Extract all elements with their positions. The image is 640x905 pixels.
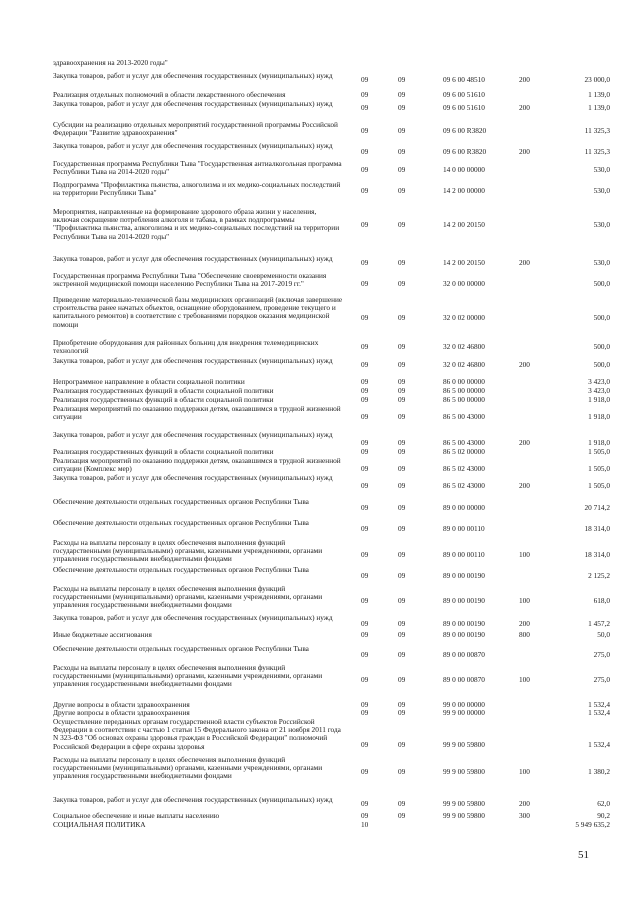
target-article-code: 99 0 00 00000 [443,700,485,709]
section-code: 09 [361,630,369,639]
target-article-code: 89 0 00 00190 [443,596,485,605]
row-name: Мероприятия, направленные на формирование здорового образа жизни у населения, включая сокращение потребления алкоголя и табака, в рамках подпрограммы "Профилактика пьянства, алкоголизма и их медико-социальных последствий на территории Республики Тыва на 2014-2020 годы" [53,207,340,241]
subsection-code: 09 [398,447,406,456]
subsection-code: 09 [398,377,406,386]
row-name: Другие вопросы в области здравоохранения [53,708,190,717]
expense-type-code: 100 [519,675,530,684]
subsection-code: 09 [398,386,406,395]
amount: 1 532,4 [588,740,610,749]
target-article-code: 32 0 00 00000 [443,279,485,288]
expense-type-code: 100 [519,550,530,559]
expense-type-code: 100 [519,596,530,605]
target-article-code: 89 0 00 00190 [443,630,485,639]
amount: 1 918,0 [588,438,610,447]
row-name: Закупка товаров, работ и услуг для обеспечения государственных (муниципальных) нужд [53,356,333,365]
target-article-code: 89 0 00 00190 [443,619,485,628]
row-name: Обеспечение деятельности отдельных государственных органов Республики Тыва [53,497,309,506]
row-name: Реализация мероприятий по оказанию поддержки детям, оказавшимся в трудной жизненной ситуации (Комплекс мер) [53,456,341,474]
subsection-code: 09 [398,767,406,776]
row-name: Государственная программа Республики Тыва "Обеспечение своевременности оказания экстренной медицинской помощи населению Республики Тыва на 2017-2019 гг." [53,271,327,289]
amount: 275,0 [593,650,610,659]
row-name: здравоохранения на 2013-2020 годы" [53,58,168,67]
target-article-code: 32 0 02 00000 [443,313,485,322]
row-name: Расходы на выплаты персоналу в целях обеспечения выполнения функций государственными (муниципальными) органами, казенными учреждениями, органами управления государственными внебюджетными фондами [53,538,323,564]
subsection-code: 09 [398,147,406,156]
target-article-code: 86 5 00 43000 [443,438,485,447]
subsection-code: 09 [398,464,406,473]
amount: 1 380,2 [588,767,610,776]
amount: 11 325,3 [584,126,610,135]
section-code: 09 [361,767,369,776]
subsection-code: 09 [398,799,406,808]
section-code: 09 [361,619,369,628]
amount: 1 532,4 [588,700,610,709]
amount: 11 325,3 [584,147,610,156]
amount: 20 714,2 [584,503,610,512]
section-code: 09 [361,412,369,421]
target-article-code: 99 9 00 59800 [443,799,485,808]
section-code: 09 [361,438,369,447]
expense-type-code: 200 [519,147,530,156]
expense-type-code: 200 [519,360,530,369]
section-code: 09 [361,126,369,135]
row-name: Государственная программа Республики Тыва "Государственная антиалкогольная программа Республики Тыва на 2014-2020 годы" [53,159,342,177]
row-name: Субсидии на реализацию отдельных мероприятий государственной программы Российской Федерации "Развитие здравоохранения" [53,120,338,138]
section-code: 09 [361,360,369,369]
expense-type-code: 800 [519,630,530,639]
amount: 500,0 [593,313,610,322]
amount: 1 918,0 [588,395,610,404]
row-name: Подпрограмма "Профилактика пьянства, алкоголизма и их медико-социальных последствий на территории Республики Тыва" [53,180,341,198]
target-article-code: 09 6 00 R3820 [443,126,487,135]
row-name: Непрограммное направление в области социальной политики [53,377,245,386]
amount: 3 423,0 [588,386,610,395]
subsection-code: 09 [398,438,406,447]
section-code: 09 [361,596,369,605]
subsection-code: 09 [398,90,406,99]
target-article-code: 14 0 00 00000 [443,165,485,174]
subsection-code: 09 [398,258,406,267]
target-article-code: 89 0 00 00000 [443,503,485,512]
section-code: 09 [361,464,369,473]
amount: 23 000,0 [584,75,610,84]
target-article-code: 09 6 00 51610 [443,103,485,112]
section-code: 09 [361,220,369,229]
section-code: 09 [361,740,369,749]
expense-type-code: 200 [519,258,530,267]
target-article-code: 86 5 02 43000 [443,481,485,490]
section-code: 09 [361,675,369,684]
target-article-code: 86 5 00 00000 [443,395,485,404]
target-article-code: 89 0 00 00190 [443,571,485,580]
subsection-code: 09 [398,675,406,684]
amount: 62,0 [597,799,610,808]
section-code: 09 [361,700,369,709]
section-code: 09 [361,447,369,456]
subsection-code: 09 [398,571,406,580]
section-code: 09 [361,811,369,820]
row-name: Социальное обеспечение и иные выплаты населению [53,811,220,820]
section-code: 09 [361,377,369,386]
amount: 530,0 [593,220,610,229]
expense-type-code: 100 [519,767,530,776]
section-code: 09 [361,258,369,267]
subsection-code: 09 [398,126,406,135]
target-article-code: 86 5 02 00000 [443,447,485,456]
row-name: Расходы на выплаты персоналу в целях обеспечения выполнения функций государственными (муниципальными) органами, казенными учреждениями, органами управления государственными внебюджетными фондами [53,584,323,610]
row-name: Приведение материально-технической базы медицинских организаций (включая завершение строительства ранее начатых объектов, оснащение оборудованием, проведение текущего и капитального ремонтов) в соответствие с требованиями порядков оказания медицинской помощи [53,295,343,329]
row-name: Расходы на выплаты персоналу в целях обеспечения выполнения функций государственными (муниципальными) органами, казенными учреждениями, органами управления государственными внебюджетными фондами [53,755,323,781]
subsection-code: 09 [398,481,406,490]
expense-type-code: 200 [519,103,530,112]
section-code: 09 [361,524,369,533]
target-article-code: 99 9 00 00000 [443,708,485,717]
subsection-code: 09 [398,313,406,322]
subsection-code: 09 [398,279,406,288]
section-code: 09 [361,165,369,174]
amount: 18 314,0 [584,550,610,559]
amount: 1 505,0 [588,447,610,456]
subsection-code: 09 [398,524,406,533]
row-name: Обеспечение деятельности отдельных государственных органов Республики Тыва [53,644,309,653]
section-code: 09 [361,147,369,156]
amount: 3 423,0 [588,377,610,386]
row-name: Закупка товаров, работ и услуг для обеспечения государственных (муниципальных) нужд [53,254,333,263]
subsection-code: 09 [398,103,406,112]
amount: 275,0 [593,675,610,684]
amount: 500,0 [593,279,610,288]
subsection-code: 09 [398,708,406,717]
section-code: 09 [361,386,369,395]
row-name: Закупка товаров, работ и услуг для обеспечения государственных (муниципальных) нужд [53,430,333,439]
subsection-code: 09 [398,412,406,421]
section-code: 09 [361,90,369,99]
target-article-code: 89 0 00 00870 [443,650,485,659]
target-article-code: 86 5 00 43000 [443,412,485,421]
target-article-code: 09 6 00 51610 [443,90,485,99]
row-name: Закупка товаров, работ и услуг для обеспечения государственных (муниципальных) нужд [53,71,333,80]
subsection-code: 09 [398,342,406,351]
section-code: 09 [361,313,369,322]
amount: 530,0 [593,258,610,267]
section-code: 09 [361,279,369,288]
target-article-code: 86 0 00 00000 [443,377,485,386]
amount: 1 505,0 [588,464,610,473]
row-name: Обеспечение деятельности отдельных государственных органов Республики Тыва [53,518,309,527]
amount: 1 532,4 [588,708,610,717]
row-name: Расходы на выплаты персоналу в целях обеспечения выполнения функций государственными (муниципальными) органами, казенными учреждениями, органами управления государственными внебюджетными фондами [53,663,323,689]
amount: 618,0 [593,596,610,605]
target-article-code: 14 2 00 20150 [443,220,485,229]
row-name: Реализация мероприятий по оказанию поддержки детям, оказавшимся в трудной жизненной ситуации [53,404,341,422]
section-code: 09 [361,799,369,808]
subsection-code: 09 [398,650,406,659]
row-name: Реализация отдельных полномочий в области лекарственного обеспечения [53,90,286,99]
section-code: 10 [361,820,369,829]
row-name: Закупка товаров, работ и услуг для обеспечения государственных (муниципальных) нужд [53,473,333,482]
amount: 1 139,0 [588,90,610,99]
amount: 2 125,2 [588,571,610,580]
row-name: Приобретение оборудования для районных больниц для внедрения телемедицинских технологий [53,338,319,356]
subsection-code: 09 [398,550,406,559]
row-name: Закупка товаров, работ и услуг для обеспечения государственных (муниципальных) нужд [53,613,333,622]
target-article-code: 32 0 02 46800 [443,342,485,351]
amount: 18 314,0 [584,524,610,533]
expense-type-code: 200 [519,799,530,808]
section-code: 09 [361,395,369,404]
expense-type-code: 200 [519,481,530,490]
row-name: Реализация государственных функций в области социальной политики [53,447,274,456]
subsection-code: 09 [398,740,406,749]
subsection-code: 09 [398,811,406,820]
subsection-code: 09 [398,503,406,512]
amount: 50,0 [597,630,610,639]
subsection-code: 09 [398,395,406,404]
section-code: 09 [361,550,369,559]
target-article-code: 89 0 00 00110 [443,524,485,533]
target-article-code: 89 0 00 00870 [443,675,485,684]
target-article-code: 99 9 00 59800 [443,767,485,776]
amount: 530,0 [593,186,610,195]
section-code: 09 [361,503,369,512]
row-name: Осуществление переданных органам государственной власти субъектов Российской Федерации в соответствии с частью 1 статьи 15 Федерального закона от 21 ноября 2011 года N 323-ФЗ "Об основах охраны здоровья граждан в Российской Федерации" полномочий Российской Федерации в сфере охраны здоровья [53,717,341,751]
target-article-code: 14 2 00 20150 [443,258,485,267]
target-article-code: 14 2 00 00000 [443,186,485,195]
row-name: СОЦИАЛЬНАЯ ПОЛИТИКА [53,820,146,829]
subsection-code: 09 [398,75,406,84]
row-name: Закупка товаров, работ и услуг для обеспечения государственных (муниципальных) нужд [53,795,333,804]
subsection-code: 09 [398,630,406,639]
row-name: Закупка товаров, работ и услуг для обеспечения государственных (муниципальных) нужд [53,141,333,150]
amount: 500,0 [593,360,610,369]
amount: 500,0 [593,342,610,351]
target-article-code: 09 6 00 48510 [443,75,485,84]
target-article-code: 32 0 02 46800 [443,360,485,369]
section-code: 09 [361,342,369,351]
page-number: 51 [578,849,589,861]
amount: 90,2 [597,811,610,820]
section-code: 09 [361,650,369,659]
section-code: 09 [361,481,369,490]
amount: 5 949 635,2 [575,820,610,829]
target-article-code: 86 5 00 00000 [443,386,485,395]
target-article-code: 86 5 02 43000 [443,464,485,473]
amount: 1 457,2 [588,619,610,628]
target-article-code: 99 9 00 59800 [443,740,485,749]
row-name: Другие вопросы в области здравоохранения [53,700,190,709]
section-code: 09 [361,103,369,112]
target-article-code: 99 9 00 59800 [443,811,485,820]
row-name: Реализация государственных функций в области социальной политики [53,395,274,404]
row-name: Закупка товаров, работ и услуг для обеспечения государственных (муниципальных) нужд [53,99,333,108]
section-code: 09 [361,186,369,195]
subsection-code: 09 [398,186,406,195]
amount: 1 505,0 [588,481,610,490]
row-name: Иные бюджетные ассигнования [53,630,152,639]
section-code: 09 [361,708,369,717]
row-name: Обеспечение деятельности отдельных государственных органов Республики Тыва [53,565,309,574]
subsection-code: 09 [398,596,406,605]
amount: 530,0 [593,165,610,174]
row-name: Реализация государственных функций в области социальной политики [53,386,274,395]
amount: 1 139,0 [588,103,610,112]
expense-type-code: 300 [519,811,530,820]
subsection-code: 09 [398,619,406,628]
target-article-code: 09 6 00 R3820 [443,147,487,156]
section-code: 09 [361,571,369,580]
subsection-code: 09 [398,220,406,229]
target-article-code: 89 0 00 00110 [443,550,485,559]
subsection-code: 09 [398,360,406,369]
section-code: 09 [361,75,369,84]
expense-type-code: 200 [519,75,530,84]
expense-type-code: 200 [519,438,530,447]
subsection-code: 09 [398,700,406,709]
amount: 1 918,0 [588,412,610,421]
expense-type-code: 200 [519,619,530,628]
subsection-code: 09 [398,165,406,174]
